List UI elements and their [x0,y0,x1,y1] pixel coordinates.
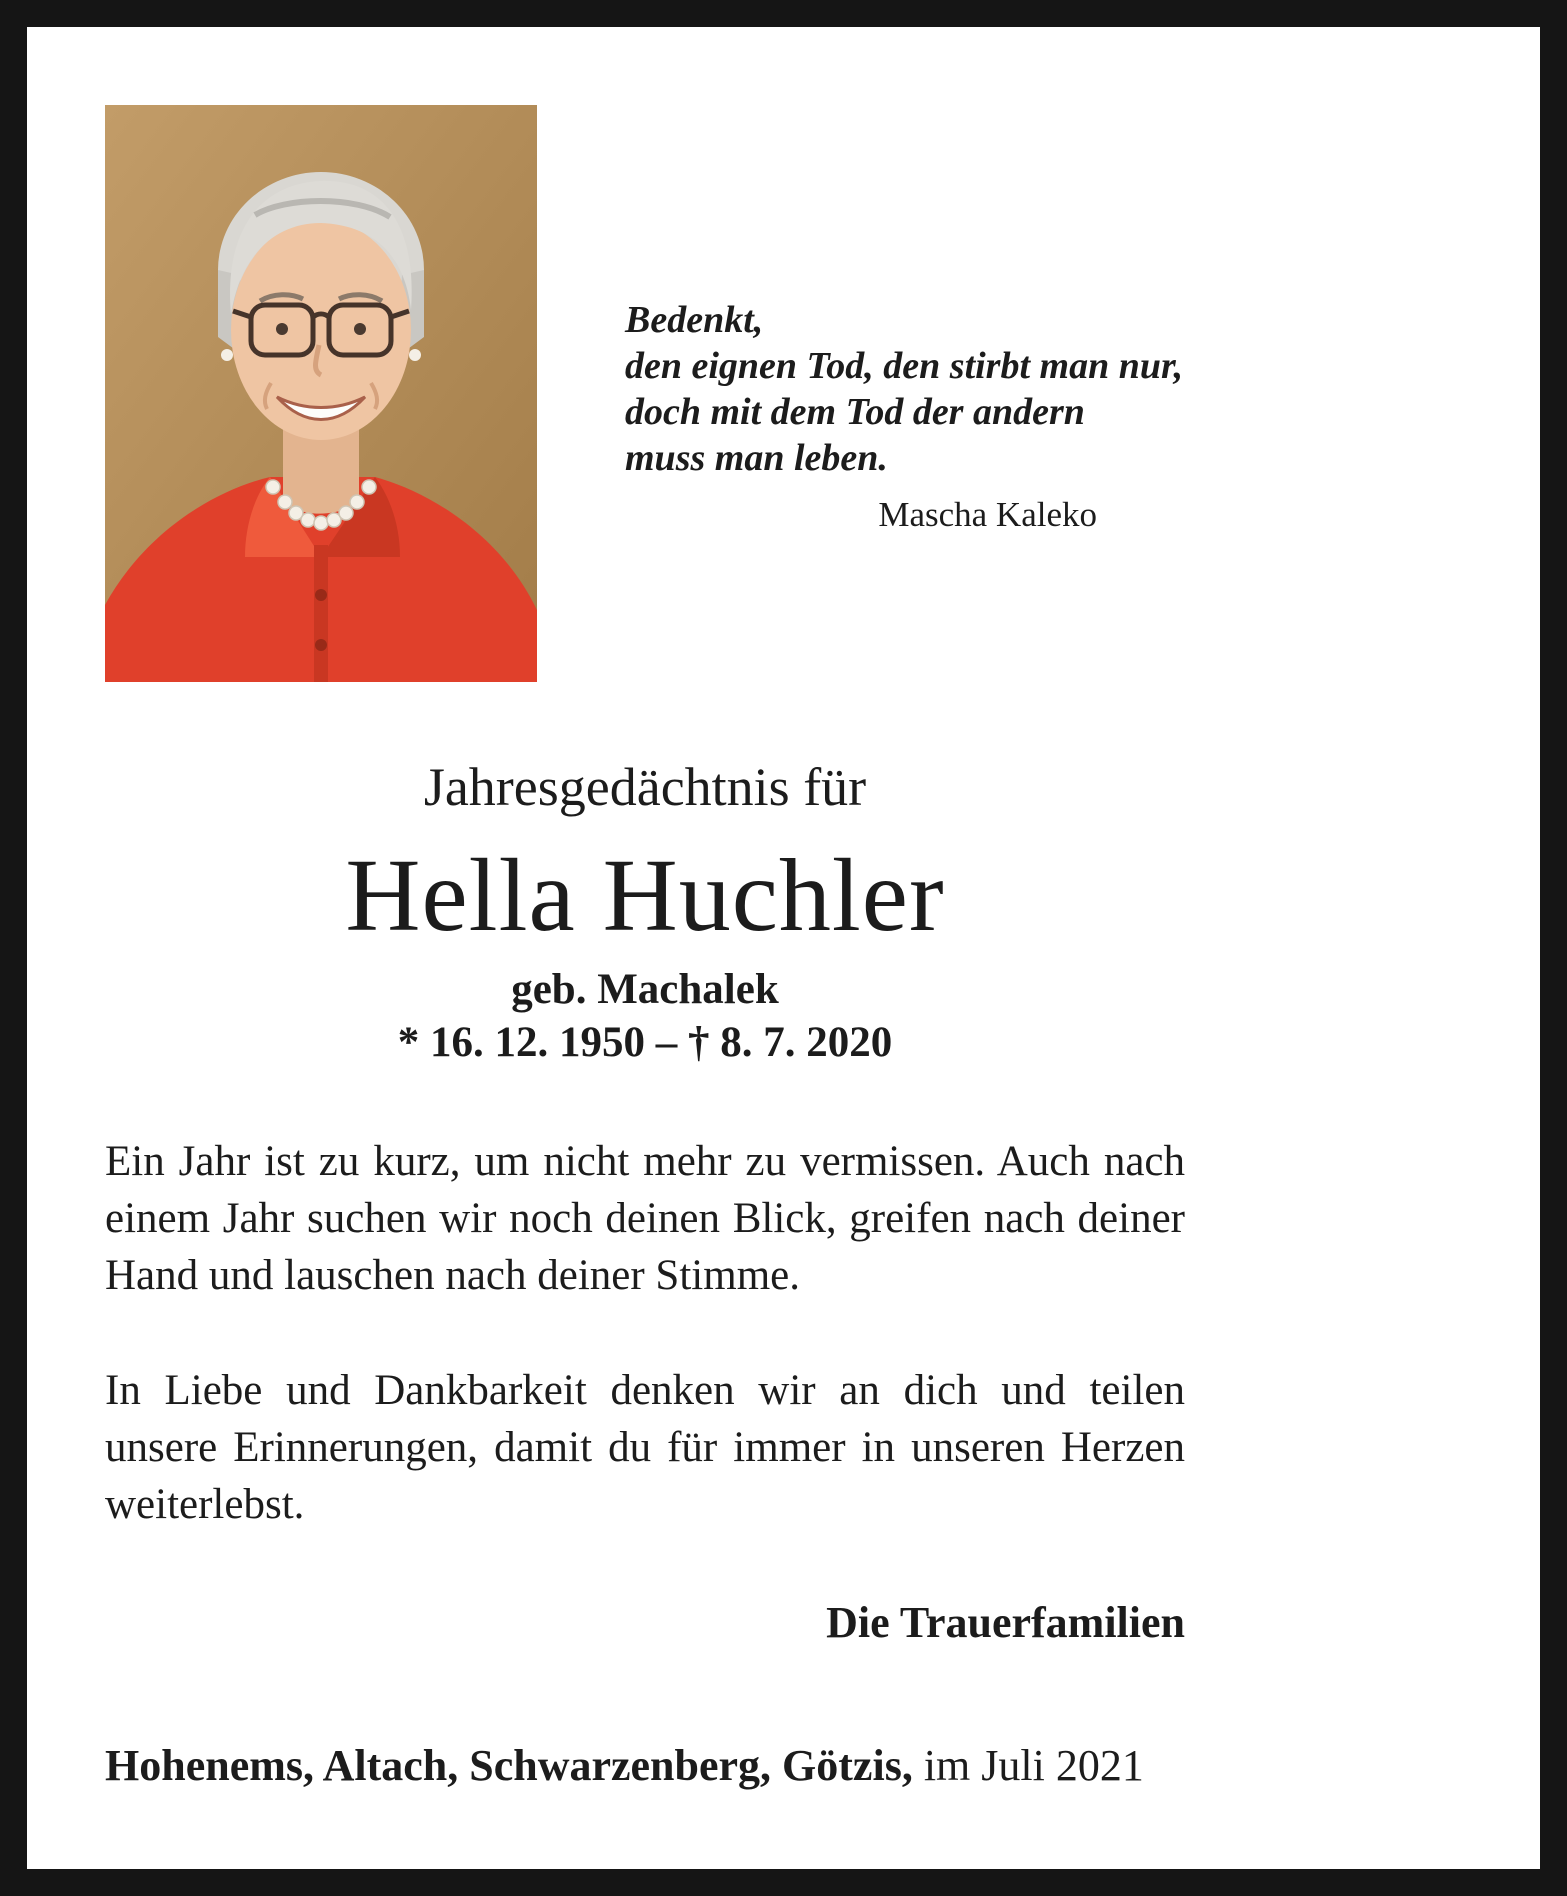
quote-line: Bedenkt, [625,299,764,341]
memorial-paragraph-1: Ein Jahr ist zu kurz, um nicht mehr zu vermissen. Auch nach einem Jahr suchen wir noch deinen Blick, greifen nach deiner Hand und lauschen nach deiner Stimme. [105,1137,1185,1299]
footer-line [105,1740,1185,1791]
footer-date: im Juli 2021 [912,1740,1144,1790]
quote-attribution: Mascha Kaleko [878,495,1097,534]
portrait-photo [105,105,537,682]
memorial-quote [625,297,1184,535]
mourning-family-signature: Die Trauerfamilien [826,1597,1185,1647]
portrait-illustration [105,105,537,682]
maiden-name: geb. Machalek [511,965,779,1013]
deceased-name: Hella Huchler [345,838,945,954]
quote-line: doch mit dem Tod der andern [625,391,1085,433]
memorial-intro: Jahresgedächtnis für [423,757,867,817]
footer-places: Hohenems, Altach, Schwarzenberg, Götzis, [105,1740,913,1790]
quote-line: muss man leben. [625,437,888,479]
life-dates: * 16. 12. 1950 – † 8. 7. 2020 [397,1018,893,1066]
content-column [105,105,1185,1791]
top-section [105,105,1185,682]
quote-line: den eignen Tod, den stirbt man nur, [625,345,1184,387]
memorial-paragraph-2: In Liebe und Dankbarkeit denken wir an dich und teilen unsere Erinnerungen, damit du für immer in unseren Herzen weiterlebst. [105,1366,1185,1528]
